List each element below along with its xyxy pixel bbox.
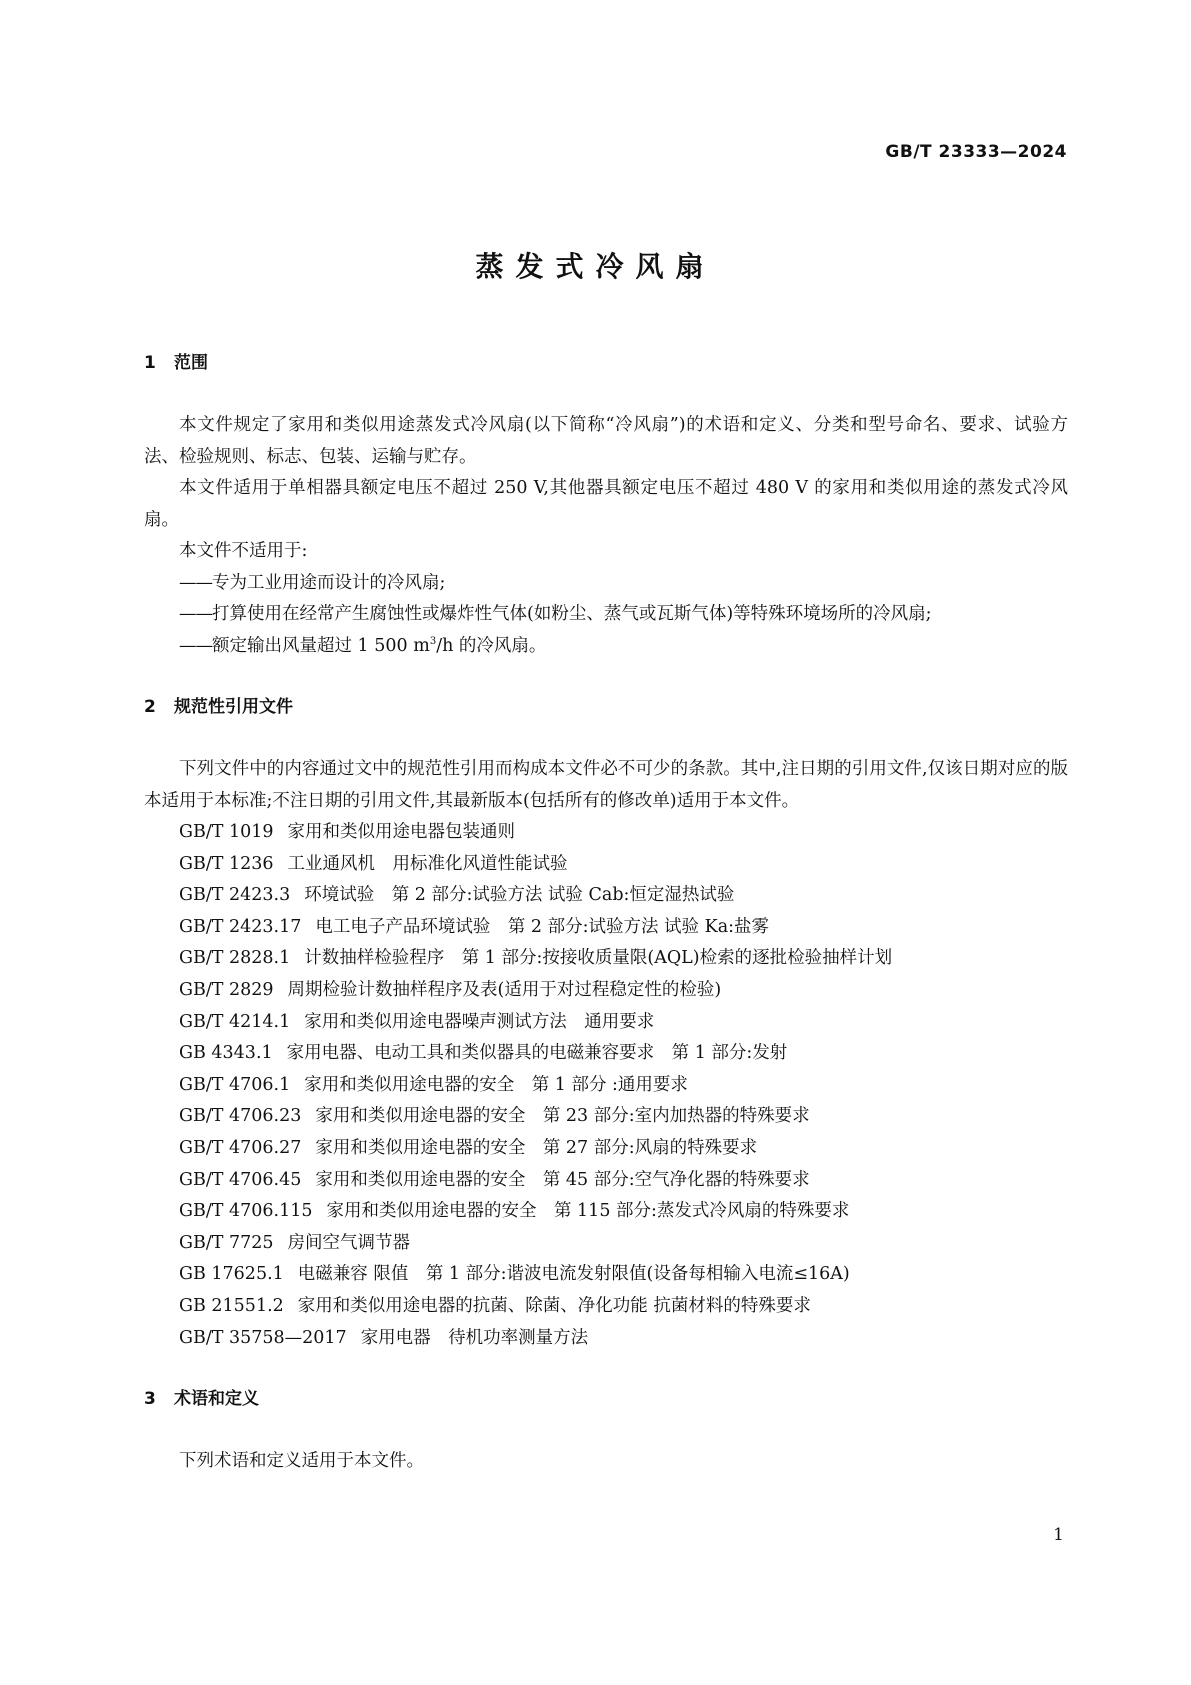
reference-title: 工业通风机 用标准化风道性能试验 <box>287 853 568 874</box>
document-title: 蒸发式冷风扇 <box>475 250 716 283</box>
superscript: 3 <box>429 635 437 647</box>
reference-title: 家用和类似用途电器噪声测试方法 通用要求 <box>304 1011 655 1032</box>
exclusion-item: ——额定输出风量超过 1 500 $m^3/h$ 的冷风扇。 <box>179 635 547 656</box>
reference-item <box>144 1101 1068 1133</box>
reference-code: GB/T 4706.23 <box>179 1106 302 1127</box>
standard-number: GB/T 23333—2024 <box>885 142 1067 162</box>
reference-item <box>144 1259 1068 1291</box>
reference-item <box>144 1291 1068 1323</box>
reference-title: 周期检验计数抽样程序及表(适用于对过程稳定性的检验) <box>287 979 722 1000</box>
reference-code: GB/T 4706.1 <box>179 1074 291 1095</box>
reference-title: 家用和类似用途电器的安全 第 45 部分:空气净化器的特殊要求 <box>315 1169 810 1190</box>
reference-title: 电磁兼容 限值 第 1 部分:谐波电流发射限值(设备每相输入电流≤16A) <box>297 1264 850 1285</box>
reference-item <box>144 1323 1068 1355</box>
reference-item <box>144 880 1068 912</box>
section-1-heading <box>144 346 1068 380</box>
reference-code: GB/T 1236 <box>179 853 274 874</box>
reference-code: GB/T 4214.1 <box>179 1011 291 1032</box>
reference-item <box>144 1007 1068 1039</box>
reference-title: 家用电器 待机功率测量方法 <box>360 1327 589 1348</box>
scope-paragraph-2: 本文件适用于单相器具额定电压不超过 250 V,其他器具额定电压不超过 480 V 的家用和类似用途的蒸发式冷风扇。 <box>144 478 1068 530</box>
reference-title: 家用和类似用途电器的安全 第 23 部分:室内加热器的特殊要求 <box>315 1106 810 1127</box>
section-number: 2 <box>144 697 156 717</box>
reference-item <box>144 1196 1068 1228</box>
reference-title: 家用和类似用途电器的安全 第 27 部分:风扇的特殊要求 <box>315 1137 758 1158</box>
reference-item <box>144 912 1068 944</box>
dash-mark: —— <box>179 635 212 656</box>
reference-code: GB 4343.1 <box>179 1043 273 1064</box>
reference-title: 家用和类似用途电器包装通则 <box>287 822 516 842</box>
section-3-heading <box>144 1382 1068 1416</box>
page-number: 1 <box>1053 1525 1064 1545</box>
scope-paragraph-1: 本文件规定了家用和类似用途蒸发式冷风扇(以下简称“冷风扇”)的术语和定义、分类和型号命名、要求、试验方法、检验规则、标志、包装、运输与贮存。 <box>144 415 1068 467</box>
section-number: 1 <box>144 353 156 373</box>
reference-code: GB/T 4706.27 <box>179 1137 302 1158</box>
section-number: 3 <box>144 1389 156 1410</box>
reference-item <box>144 1133 1068 1165</box>
scope-paragraph-3: 本文件不适用于: <box>179 541 308 561</box>
references-intro: 下列文件中的内容通过文中的规范性引用而构成本文件必不可少的条款。其中,注日期的引用文件,仅该日期对应的版本适用于本标准;不注日期的引用文件,其最新版本(包括所有的修改单)适用于本文件。 <box>144 759 1068 811</box>
reference-item <box>144 1038 1068 1070</box>
reference-title: 房间空气调节器 <box>287 1232 411 1253</box>
section-title: 术语和定义 <box>174 1389 259 1410</box>
reference-item <box>144 1228 1068 1260</box>
reference-code: GB/T 2828.1 <box>179 948 291 969</box>
document-body <box>144 346 1068 1478</box>
reference-code: GB/T 2423.17 <box>179 916 302 937</box>
terms-intro: 下列术语和定义适用于本文件。 <box>179 1451 424 1472</box>
exclusion-item: ——打算使用在经常产生腐蚀性或爆炸性气体(如粉尘、蒸气或瓦斯气体)等特殊环境场所的冷风扇; <box>179 604 932 624</box>
reference-title: 家用电器、电动工具和类似器具的电磁兼容要求 第 1 部分:发射 <box>286 1043 788 1064</box>
dash-mark: —— <box>179 572 212 593</box>
reference-code: GB/T 1019 <box>179 822 274 842</box>
reference-title: 家用和类似用途电器的抗菌、除菌、净化功能 抗菌材料的特殊要求 <box>297 1295 811 1316</box>
section-title: 范围 <box>174 353 208 373</box>
exclusion-item: ——专为工业用途而设计的冷风扇; <box>179 572 446 593</box>
reference-code: GB/T 4706.115 <box>179 1201 313 1222</box>
reference-code: GB/T 4706.45 <box>179 1169 302 1190</box>
reference-item <box>144 943 1068 975</box>
reference-title: 家用和类似用途电器的安全 第 115 部分:蒸发式冷风扇的特殊要求 <box>326 1201 850 1222</box>
reference-code: GB/T 2829 <box>179 979 274 1000</box>
reference-code: GB 21551.2 <box>179 1295 284 1316</box>
reference-item <box>144 1070 1068 1102</box>
reference-item <box>144 1165 1068 1197</box>
reference-title: 计数抽样检验程序 第 1 部分:按接收质量限(AQL)检索的逐批检验抽样计划 <box>304 948 893 969</box>
reference-item <box>144 817 1068 849</box>
section-2-heading <box>144 690 1068 724</box>
reference-list <box>144 817 1068 1354</box>
reference-item <box>144 849 1068 881</box>
reference-code: GB 17625.1 <box>179 1264 284 1285</box>
reference-code: GB/T 2423.3 <box>179 885 291 906</box>
reference-title: 环境试验 第 2 部分:试验方法 试验 Cab:恒定湿热试验 <box>304 885 735 906</box>
dash-mark: —— <box>179 604 212 624</box>
reference-code: GB/T 35758—2017 <box>179 1327 347 1348</box>
reference-item <box>144 975 1068 1007</box>
section-title: 规范性引用文件 <box>174 697 293 717</box>
reference-code: GB/T 7725 <box>179 1232 274 1253</box>
reference-title: 电工电子产品环境试验 第 2 部分:试验方法 试验 Ka:盐雾 <box>315 916 770 937</box>
reference-title: 家用和类似用途电器的安全 第 1 部分 :通用要求 <box>304 1074 688 1095</box>
